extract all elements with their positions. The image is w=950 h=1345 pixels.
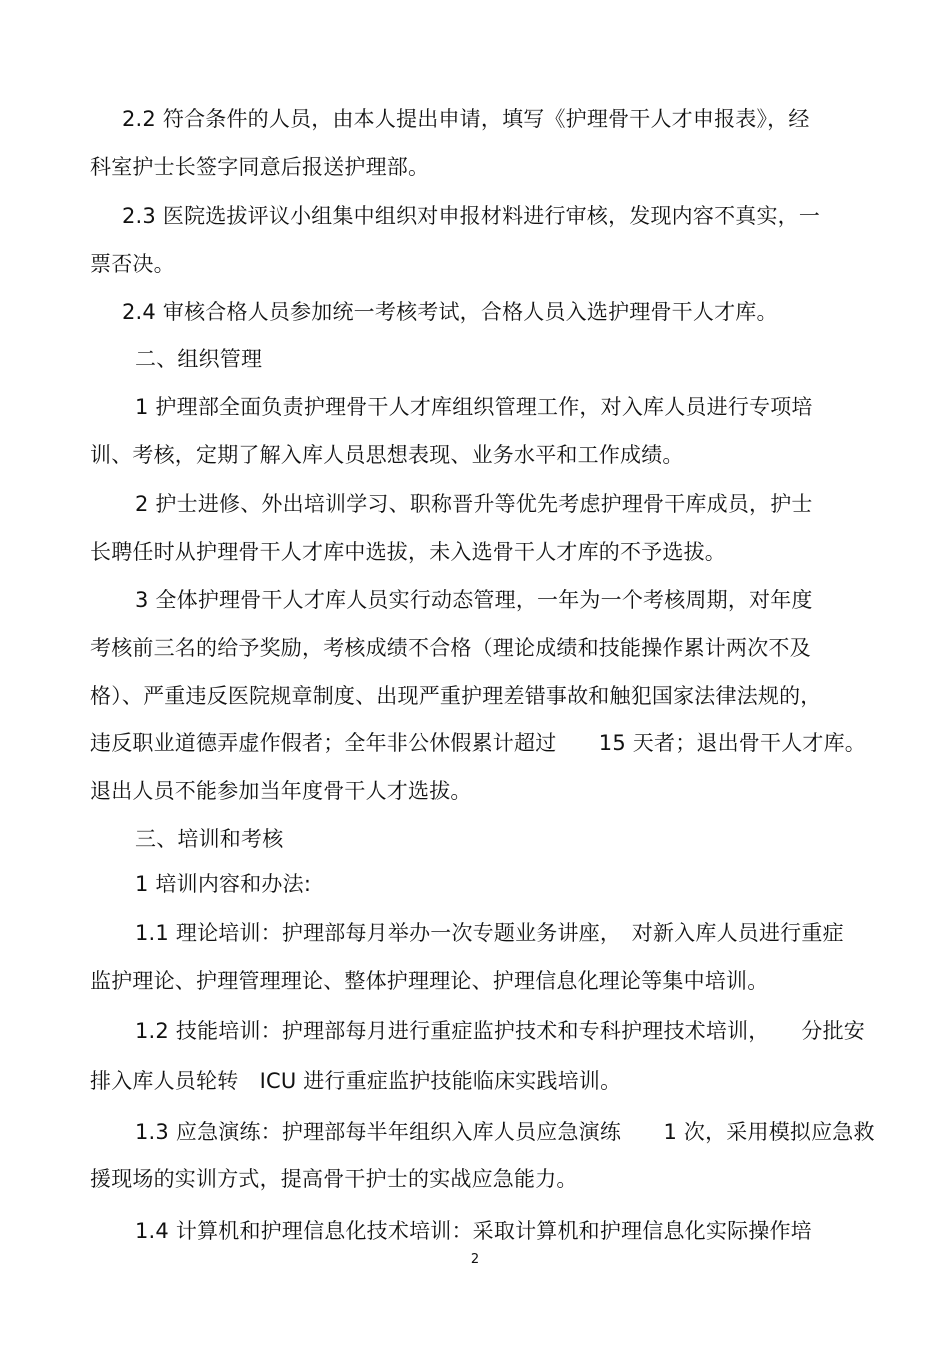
text-line: 票否决。 [90,252,175,276]
text-line: 2.4 审核合格人员参加统一考核考试，合格人员入选护理骨干人才库。 [122,300,778,324]
text-line: 1.3 应急演练：护理部每半年组织入库人员应急演练 1 次，采用模拟应急救 [135,1120,875,1144]
text-line: 违反职业道德弄虚作假者；全年非公休假累计超过 15 天者；退出骨干人才库。 [90,731,866,755]
text-line: 训、考核，定期了解入库人员思想表现、业务水平和工作成绩。 [90,443,684,467]
text-line: 监护理论、护理管理理论、整体护理理论、护理信息化理论等集中培训。 [90,969,769,993]
text-line: 考核前三名的给予奖励，考核成绩不合格（理论成绩和技能操作累计两次不及 [90,636,811,660]
section-heading: 二、组织管理 [135,347,263,371]
text-line: 排入库人员轮转 ICU 进行重症监护技能临床实践培训。 [90,1069,622,1093]
text-line: 2.3 医院选拔评议小组集中组织对申报材料进行审核，发现内容不真实，一 [122,204,821,228]
text-line: 格）、严重违反医院规章制度、出现严重护理差错事故和触犯国家法律法规的， [90,684,822,708]
text-line: 退出人员不能参加当年度骨干人才选拔。 [90,779,472,803]
text-line: 科室护士长签字同意后报送护理部。 [90,155,430,179]
text-line: 3 全体护理骨干人才库人员实行动态管理，一年为一个考核周期，对年度 [135,588,813,612]
section-heading: 三、培训和考核 [135,827,284,851]
text-line: 2 护士进修、外出培训学习、职称晋升等优先考虑护理骨干库成员，护士 [135,492,813,516]
text-line: 长聘任时从护理骨干人才库中选拔，未入选骨干人才库的不予选拔。 [90,540,726,564]
text-line: 1 护理部全面负责护理骨干人才库组织管理工作，对入库人员进行专项培 [135,395,813,419]
text-line: 1.1 理论培训：护理部每月举办一次专题业务讲座， 对新入库人员进行重症 [135,921,844,945]
text-line: 2.2 符合条件的人员，由本人提出申请，填写《护理骨干人才申报表》，经 [122,107,810,131]
subsection-heading: 1 培训内容和办法: [135,872,312,896]
text-line: 援现场的实训方式，提高骨干护士的实战应急能力。 [90,1167,578,1191]
text-line: 1.2 技能培训：护理部每月进行重症监护技术和专科护理技术培训， 分批安 [135,1019,865,1043]
text-line: 1.4 计算机和护理信息化技术培训：采取计算机和护理信息化实际操作培 [135,1219,812,1243]
page-number: 2 [470,1252,480,1267]
